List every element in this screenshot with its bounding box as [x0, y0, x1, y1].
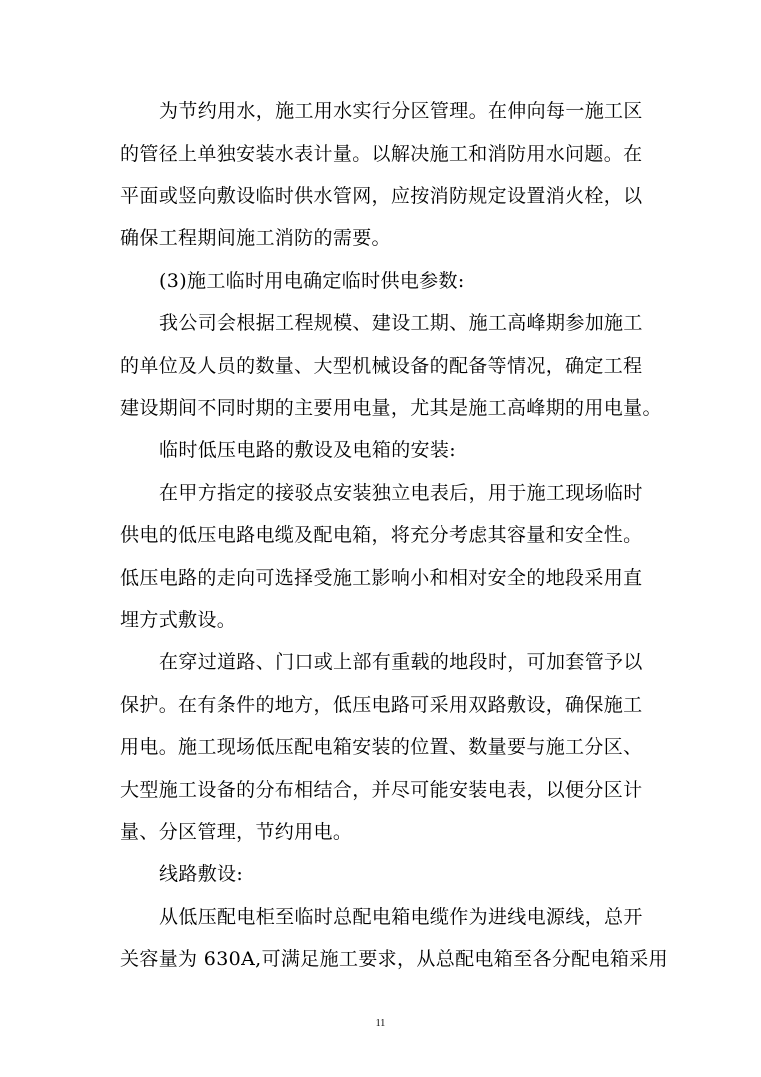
section-heading: (3)施工临时用电确定临时供电参数: — [159, 270, 465, 292]
paragraph-line: 的管径上单独安装水表计量。以解决施工和消防用水问题。在 — [120, 143, 643, 165]
paragraph-line: 大型施工设备的分布相结合，并尽可能安装电表，以便分区计 — [120, 779, 643, 801]
paragraph-line: 在穿过道路、门口或上部有重载的地段时，可加套管予以 — [159, 651, 643, 673]
paragraph-line: 平面或竖向敷设临时供水管网，应按消防规定设置消火栓，以 — [120, 185, 643, 207]
paragraph-line: 的单位及人员的数量、大型机械设备的配备等情况，确定工程 — [120, 355, 643, 377]
paragraph-line: 建设期间不同时期的主要用电量，尤其是施工高峰期的用电量。 — [120, 397, 662, 419]
paragraph-line: 关容量为 630A,可满足施工要求，从总配电箱至各分配电箱采用 — [120, 948, 668, 970]
paragraph-line: 埋方式敷设。 — [120, 609, 237, 631]
paragraph-line: 确保工程期间施工消防的需要。 — [120, 227, 391, 249]
paragraph-line: 供电的低压电路电缆及配电箱，将充分考虑其容量和安全性。 — [120, 524, 643, 546]
paragraph-line: 低压电路的走向可选择受施工影响小和相对安全的地段采用直 — [120, 567, 643, 589]
paragraph-line: 保护。在有条件的地方，低压电路可采用双路敷设，确保施工 — [120, 694, 643, 716]
section-heading: 线路敷设: — [159, 863, 244, 885]
section-heading: 临时低压电路的敷设及电箱的安装: — [159, 439, 457, 461]
paragraph-line: 在甲方指定的接驳点安装独立电表后，用于施工现场临时 — [159, 482, 643, 504]
paragraph-line: 我公司会根据工程规模、建设工期、施工高峰期参加施工 — [159, 312, 643, 334]
paragraph-line: 为节约用水，施工用水实行分区管理。在伸向每一施工区 — [159, 100, 643, 122]
paragraph-line: 用电。施工现场低压配电箱安装的位置、数量要与施工分区、 — [120, 736, 643, 758]
paragraph-line: 从低压配电柜至临时总配电箱电缆作为进线电源线，总开 — [159, 906, 643, 928]
paragraph-line: 量、分区管理，节约用电。 — [120, 821, 353, 843]
page-number: 11 — [375, 1018, 386, 1029]
